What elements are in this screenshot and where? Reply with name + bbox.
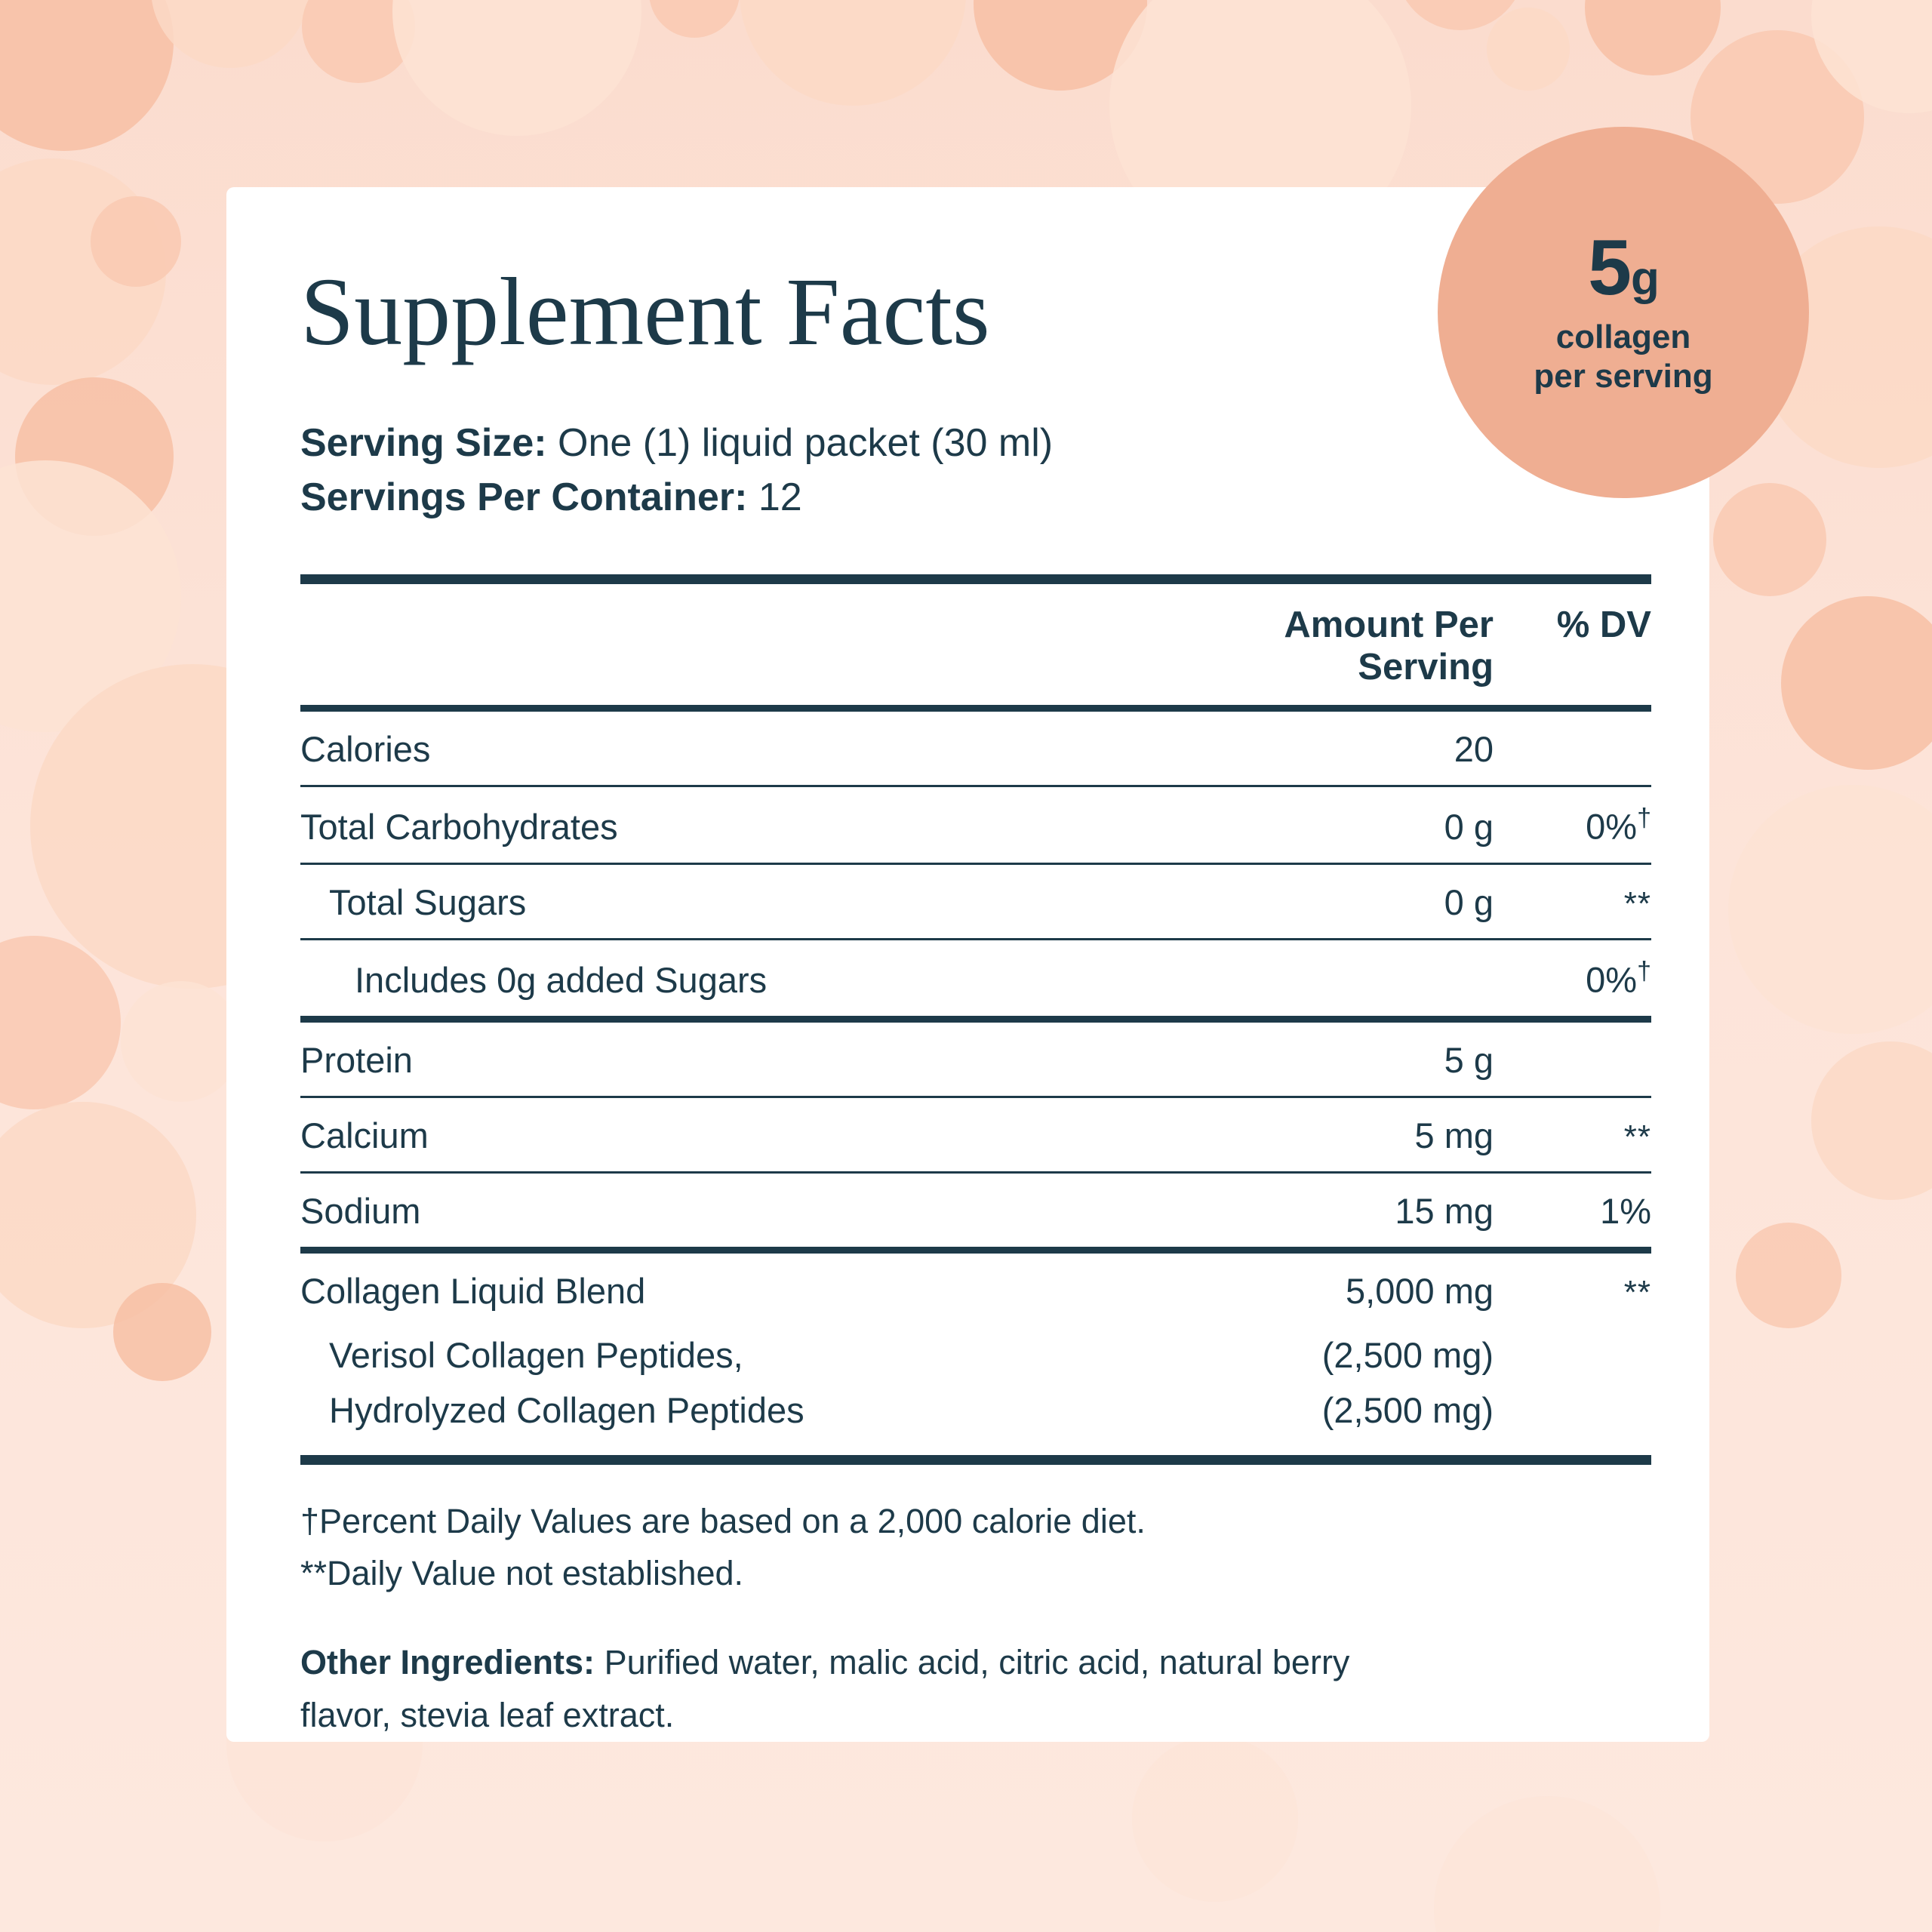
background-bubble <box>113 1283 211 1381</box>
blend-component-amount: (2,500 mg) <box>1321 1389 1494 1430</box>
collagen-badge <box>1438 127 1809 498</box>
row-amount: 15 mg <box>1395 1190 1494 1231</box>
blend-label: Collagen Liquid Blend <box>300 1270 646 1311</box>
row-label: Protein <box>300 1039 413 1080</box>
row-label: Total Carbohydrates <box>300 806 618 847</box>
row-dv-value: 0% <box>1586 959 1638 1000</box>
row-amount: 0 g <box>1444 806 1494 847</box>
background-bubble <box>740 0 966 106</box>
row-amount: 0 g <box>1444 881 1494 922</box>
table-header-row <box>300 584 1651 705</box>
serving-info <box>300 417 1651 525</box>
background-bubble <box>1585 0 1721 75</box>
row-amount: 5 mg <box>1414 1115 1494 1155</box>
badge-amount-unit: g <box>1630 253 1659 306</box>
table-row <box>300 1174 1651 1247</box>
background-bubble <box>1434 1796 1660 1932</box>
row-dv <box>1519 787 1651 863</box>
table-row <box>300 787 1651 863</box>
background-bubble <box>121 981 242 1102</box>
row-dv: ** <box>1623 884 1651 922</box>
blend-amount: 5,000 mg <box>1346 1270 1494 1311</box>
servings-per-container-line <box>300 471 1651 525</box>
page-title: Supplement Facts <box>300 258 990 365</box>
table-row <box>300 712 1651 785</box>
row-label: Calories <box>300 729 431 770</box>
row-amount <box>1139 940 1519 1016</box>
table-rule-top <box>300 574 1651 584</box>
background-bubble <box>1132 1736 1298 1902</box>
table-row-blend <box>300 1254 1651 1327</box>
row-dv-value: 0% <box>1586 806 1638 847</box>
column-header-amount: Amount Per Serving <box>1284 605 1494 688</box>
blend-component-amount: (2,500 mg) <box>1321 1334 1494 1375</box>
footnote-daily-values: †Percent Daily Values are based on a 2,000 calorie diet. <box>300 1501 1146 1540</box>
row-amount: 20 <box>1454 729 1494 770</box>
background-bubble <box>1781 596 1932 770</box>
footnotes <box>300 1495 1651 1601</box>
row-label: Sodium <box>300 1190 421 1231</box>
row-dv <box>1519 940 1651 1016</box>
column-header-name <box>300 584 1139 705</box>
blend-component-dv <box>1519 1327 1651 1382</box>
table-row <box>300 1098 1651 1171</box>
background-bubble <box>1811 1041 1932 1200</box>
dagger-marker: † <box>1637 804 1651 833</box>
row-dv: 1% <box>1600 1190 1651 1231</box>
other-ingredients-value: Purified water, malic acid, citric acid, natural berry flavor, stevia leaf extract. <box>300 1643 1350 1734</box>
background-bubble <box>151 0 309 68</box>
row-dv: ** <box>1623 1118 1651 1155</box>
other-ingredients <box>300 1636 1432 1742</box>
badge-amount <box>1588 224 1659 312</box>
serving-size-label: Serving Size: <box>300 420 547 465</box>
badge-subtext <box>1534 318 1712 396</box>
nutrition-table <box>300 574 1651 1464</box>
row-label: Includes 0g added Sugars <box>355 959 768 1000</box>
blend-component-dv <box>1519 1382 1651 1455</box>
background-bubble <box>1728 785 1932 1034</box>
table-rule-header <box>300 705 1651 712</box>
table-rule-bottom <box>300 1455 1651 1465</box>
blend-component-label: Verisol Collagen Peptides, <box>329 1334 743 1375</box>
column-header-dv: % DV <box>1556 605 1651 646</box>
serving-size-line <box>300 417 1651 471</box>
table-row <box>300 865 1651 938</box>
badge-subtext-line1: collagen <box>1555 318 1691 356</box>
table-rule <box>300 1016 1651 1023</box>
background-bubble <box>1736 1223 1841 1328</box>
table-row <box>300 940 1651 1016</box>
badge-subtext-line2: per serving <box>1534 358 1713 395</box>
other-ingredients-label: Other Ingredients: <box>300 1643 595 1682</box>
blend-dv: ** <box>1623 1273 1651 1311</box>
table-row <box>300 1023 1651 1096</box>
serving-size-value: One (1) liquid packet (30 ml) <box>558 420 1054 465</box>
table-rule <box>300 1247 1651 1254</box>
servings-per-container-label: Servings Per Container: <box>300 475 748 519</box>
row-dv <box>1519 1023 1651 1096</box>
row-amount: 5 g <box>1444 1039 1494 1080</box>
footnote-not-established: **Daily Value not established. <box>300 1554 744 1593</box>
table-row-blend-component <box>300 1382 1651 1455</box>
background-bubble <box>392 0 641 136</box>
background-bubble <box>0 0 174 151</box>
background-bubble <box>1713 483 1826 596</box>
background-bubble <box>649 0 740 38</box>
table-row-blend-component <box>300 1327 1651 1382</box>
dagger-marker: † <box>1637 956 1651 986</box>
row-dv <box>1519 712 1651 785</box>
servings-per-container-value: 12 <box>758 475 802 519</box>
row-label: Total Sugars <box>329 881 527 922</box>
badge-amount-value: 5 <box>1588 224 1631 312</box>
blend-component-label: Hydrolyzed Collagen Peptides <box>329 1389 804 1430</box>
background-bubble <box>91 196 181 287</box>
card-content <box>300 187 1651 1742</box>
background-bubble <box>1487 8 1570 91</box>
row-label: Calcium <box>300 1115 429 1155</box>
